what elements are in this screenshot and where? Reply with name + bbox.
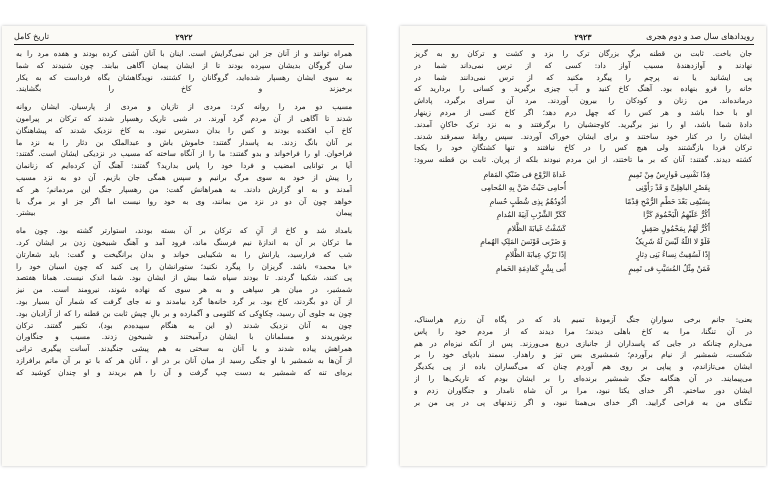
text-line: فراخوان. او را فراخواند و بدو گفتند: ما را از آنگاه ساخته که مسیب در نزدیکی ایشان است. گفتند: xyxy=(16,149,352,159)
chapter-title: رویدادهای سال صد و دوم هجری xyxy=(646,32,754,41)
poem-verse: فَمَنْ مِثْلُ المُسَیَّبِ فی تَمِیمٍ xyxy=(628,263,710,273)
text-line: ترکان فردا بازگشتند ولی هیچ کس را در کاخ نیافتند و تنها کشتگانِ خود را یکجا xyxy=(414,143,752,153)
text-line: پیمان بیشتر. xyxy=(16,208,352,218)
text-line: بره‌ای تنه که شمشیر به دست چپ گرفت و آن را هم بریدند و او چندان کوشید که xyxy=(16,367,352,377)
text-line: آمدند و به او گزارش دادند. به همراهانش گفت: من رهسپار جنگ این مردمانم؛ هر که xyxy=(16,184,352,194)
poem-verse: أُحامِی حَیْثُ ضَنَّ بِهِ المُحامِی xyxy=(481,183,566,193)
text-line: ایشان دور ساختم. اگر خدای یکتا نبود، مرا بر آن شاه نامدار و جنگاوران زدم و xyxy=(414,385,752,395)
poem xyxy=(414,168,752,312)
poem-verse: أَکُرُّ عَلَیْهِمُ الْیَحْمُومَ کَرًّا xyxy=(643,210,710,220)
text-line: همراهش پیاده شدند و با آنان به سختی به هم پیشی جنگیدند. آسانت پیگیری ترانی xyxy=(16,344,352,354)
text-line: همراه توانند و از آنان جز این نمی‌گرایش است. اینان با آنان آشتی کرده بودند و هفده مرد را به xyxy=(16,49,352,58)
text-line: از آن‌ها به شمشیر با او جنگی رسید از میان آنان بر در او ، آنان هر که با تو بر آن ماتم برافرازد xyxy=(16,355,352,365)
text-line: نهادند و آوازدهندهٔ مسیب آواز داد: کسی که از ترس نمی‌داند شما در xyxy=(414,60,752,70)
text-line: کشته دیدند. گفتند: آنان که بر ما تاختند، از این مردم نبودند بلکه از پریان. ثابت بن قطنه سرود: xyxy=(414,155,752,165)
text-line: دادهٔ شما باشد، او را نیز برگیرید. کاوجنشیان را برگرفتند و به نزد ترک خاکانِ آمدند. xyxy=(414,119,752,129)
text-line: کاخ آب افکنده بودند و کس را بدان دسترس نبود. به کاخ نزدیک شدند که پیشاهنگان xyxy=(16,125,352,135)
text-line: ایشان می‌تازاندم، و پیاپی بر روی هم آوردم چنان که می‌گساران باده از پی یکدیگر xyxy=(414,362,752,372)
text-line: به سوی ایشان رهسپار شده‌اید، گروگانان را کشتند، نویدگاهشان بگاه فرداست که به یکار xyxy=(16,72,352,82)
poem-verse: أَبی بِشْرٍ کَقادِمَةِ الحَمامِ xyxy=(495,263,566,273)
text-line: بامداد شد و کاخ از آنِ که ترکان بر آن بسته بودند، استوارتر گشته بود. چون ماه xyxy=(16,226,352,236)
poem-verse: وَ ضَرْبی قَوْنَسَ المَلِکِ الهُمامِ xyxy=(480,237,566,246)
text-line: شدند تا آگاهی از آن مردم گرد آورند. در شبی تاریک رهسپار شدند که ترکان بر پیرامون xyxy=(16,113,352,123)
left-body-text xyxy=(16,48,352,379)
paragraph xyxy=(16,48,352,95)
poem-verse: کَکَرِّ الشَّرْبِ آنِیَةَ المُدامِ xyxy=(496,210,566,220)
text-line: برشوریدند و مسلمانان با ایشان درآمیختند و شبیخون زدند. مسیب و جنگاوران xyxy=(16,332,352,342)
text-line: را پیش از خود به سوی مرگ برانیم و سپس همگی جان بازیم. آن دو به نزد مسیب xyxy=(16,172,352,182)
prose-after-poem xyxy=(414,314,752,408)
text-line: بر آنان بانگ زدند. به پاسدار گفتند: خاموش باش و عبدالملک بن دثار را به نزد ما xyxy=(16,137,352,147)
text-line: یعنی: جانم برخی سوارانِ جنگ آزمودهٔ تمیم باد که در پگاه آن رزم هراسناک، xyxy=(414,314,752,324)
right-page xyxy=(400,26,766,466)
text-line: او با خدا باشد و هر کس را که چهل درم دهد؛ اگر کاخ کسی از مردم زینهار xyxy=(414,107,752,117)
text-line: پی کنند، شکیبا گردند. تا بودند سپاه شما بیش از ایشان بود. شما اندک نیست. همانا هفتصد xyxy=(16,273,352,283)
left-page xyxy=(2,26,366,466)
text-line: خانه را فرو بنهاده بود. آهنگ کاخ کنید و آب چیزی برگیرید و کسانی را بردارید که xyxy=(414,84,752,94)
poem-verse: إذًا تَرْکِ عِیابَةَ الظَّلامِ xyxy=(505,250,566,260)
poem-verse: بِقَصْرِ الباهِلِیِّ وَ قَدْ رَأَوْنِی xyxy=(635,183,710,193)
book-title: تاریخ کامل xyxy=(14,32,50,41)
right-body-text xyxy=(414,48,752,408)
text-line: ما ترکان بر آن به اندازهٔ نیم فرسنگ ماند، فرود آمد و آهنگ شبیخون زدن بر ایشان کرد. xyxy=(16,237,352,247)
text-line: درمانده‌اند. من زنان و کودکان را بیرون آوردند. مرد آن سرای برگیرد، پاداش xyxy=(414,96,752,106)
poem-verse: کَشَفْتُ غَیابَةَ الظَّلامِ xyxy=(507,223,566,233)
prose-before-poem xyxy=(414,48,752,166)
text-line: شکست، شمشیر از نیام برآوردم؛ شمشیری بس تیز و راهدار. سمند بادپای خود را بر xyxy=(414,350,752,360)
text-line: تنگنای من به فراخی گرایید. اگر خدای بی‌همتا نبود، و اگر زندنهای پی در پی من بر xyxy=(414,397,752,407)
text-line: برخیزند و کاخ را بگشایند. xyxy=(16,84,352,94)
text-line: چون به جلوی آن رسید، چکاوِکی که کلثومی و آگمارده و بر بالِ چپش ثابت بن قطنه را که از آزادیان بود. xyxy=(16,308,352,318)
poem-verse: إِذًا لَسُقِیتُ نِساءُ بَنِی دِثارٍ xyxy=(636,250,710,260)
text-line: ایشان را در کنار خود ساختند و برای ایشان خوراک آوردند. سپس روانهٔ سمرقند شدند. xyxy=(414,131,752,141)
text-line: شب که فرارسید، یارانش را به شکیبایی خواند و بدان برانگیخت و گفت: باید شعارتان xyxy=(16,249,352,259)
text-line: در آن تنگنا، مرا به کاخ باهلی دیدند؛ مرا دیدند که از مردم خود را پاس xyxy=(414,326,752,336)
text-line: شمشیر، در میان هر سپاهی و به هر سوی که نهاده شوند، نیرومند است. من نیز xyxy=(16,285,352,295)
page-number: ۲۹۲۲ xyxy=(175,32,193,42)
text-line: آیا بر توانایی امضیب و فردا خود را پاس بدارید؟ گفتند: آهنگ آن کرده‌ایم که زنانمان xyxy=(16,161,352,171)
text-line: می‌دارم چنانکه در جایی که پاسداران از جانبازی دریغ می‌ورزند. پس از آنکه نیزه‌ام در هم xyxy=(414,338,752,348)
poem-verse: فِدًا نَفْسِی فَوارِسُ مِنْ تَمِیمٍ xyxy=(628,169,710,179)
poem-verse: فَلَوْ لا اللّهُ لَیْسَ لَهُ شَرِیکٌ xyxy=(635,237,710,246)
poem-verse: بِسَیْفِی بَعْدَ حَطْمِ الرُّمْحِ قِدْمًا xyxy=(625,196,710,206)
text-line: از آن دو بگردند، کاخ بود. بر گرد خانه‌ها گرد بیامدند و نه جای گرفت که شمار آن بسیار بود. xyxy=(16,296,352,306)
left-running-head xyxy=(14,30,354,45)
paragraph xyxy=(16,225,352,378)
text-line: می‌پیمایند. در آن هنگامه جنگ شمشیر برنده‌ای را بر ایشان بودم که تاریکی‌ها را از xyxy=(414,373,752,383)
text-line: چون به آنان نزدیک شدند (و این به هنگام سپیده‌دم بود)، تکبیر گفتند. ترکان xyxy=(16,320,352,330)
poem-right-column xyxy=(598,168,710,275)
text-line: جان باخت. ثابت بن قطنه برگِ بزرگان ترک را بزد و کشت و ترکان رو به گریز xyxy=(414,49,752,58)
page-number: ۲۹۲۳ xyxy=(574,32,592,42)
text-line: سان گروگان بدیشان سپرده بودند تا از ایشان پیمان آگاهی بیابند. چون شنیدند که شما xyxy=(16,60,352,70)
text-line: پی ایشانید یا نه پرچم را پیگرد مکنید که از ترس نمی‌دانند شما در xyxy=(414,72,752,82)
poem-verse: غَداةَ الرَّوْعِ فی ضَنْکِ المَقامِ xyxy=(483,169,566,179)
text-line: مسیب دو مرد را روانه کرد: مردی از تازیان و مردی از پارسیان. ایشان روانه xyxy=(16,102,352,112)
text-line: خواهد چون آن دو در نزد من بمانند، وی به خود روا نیست اما اگر جز او بر مرگ با xyxy=(16,196,352,206)
paragraph xyxy=(16,101,352,219)
poem-verse: أَذُودُهُمُ بِذِی شُطَبٍ حُسامِ xyxy=(489,196,566,206)
right-running-head xyxy=(412,30,754,45)
poem-left-column xyxy=(454,168,566,275)
text-line: «یا محمد» باشد. گریزان را پیگرد نکنید؛ ستورانشان را پی کنید که چون اسبان خود را xyxy=(16,261,352,271)
poem-verse: أَکُرُّ لَهُمْ بِمَحْمُولٍ صَقِیلٍ xyxy=(641,223,710,233)
